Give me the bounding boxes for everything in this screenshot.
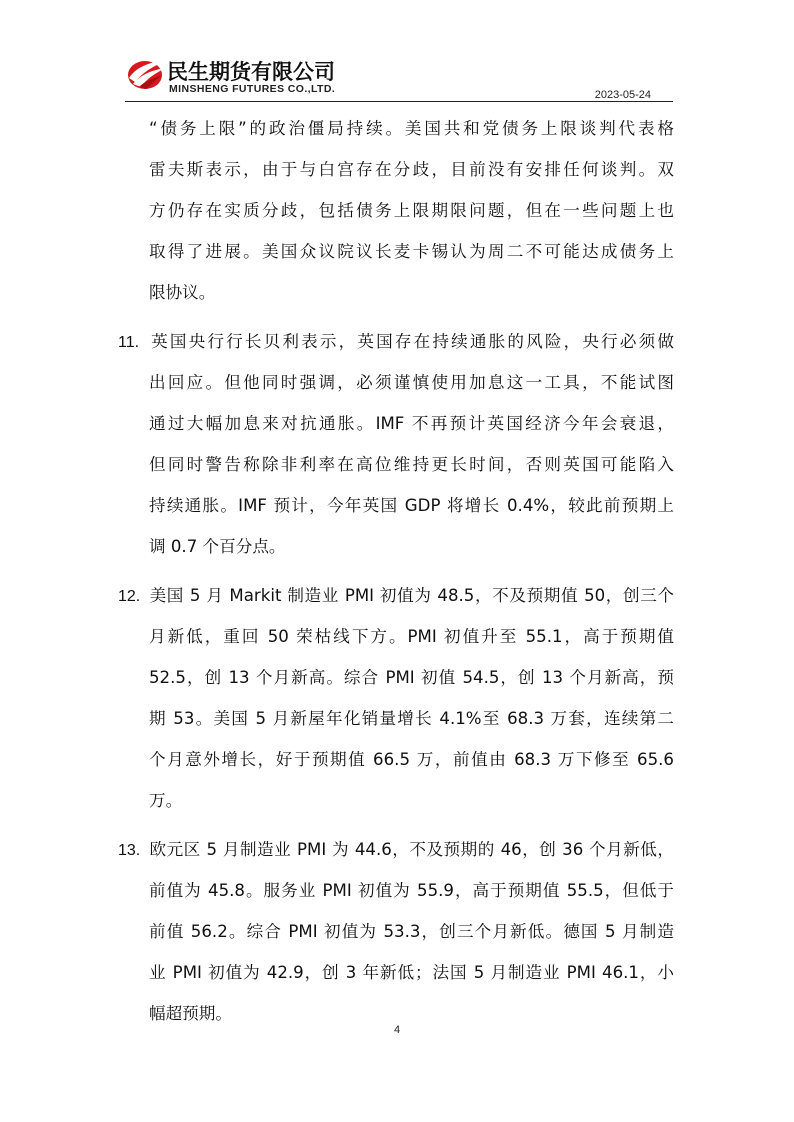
text-line: 持续通胀。IMF 预计，今年英国 GDP 将增长 0.4%，较此前预期上 <box>149 496 674 515</box>
text-line: 13. 欧元区 5 月制造业 PMI 为 44.6，不及预期的 46，创 36 个月新低， <box>118 829 674 870</box>
item-number: 11. <box>118 334 140 351</box>
text-line: 期 53。美国 5 月新屋年化销量增长 4.1%至 68.3 万套，连续第二 <box>149 709 674 728</box>
text-line: 52.5，创 13 个月新高。综合 PMI 初值 54.5，创 13 个月新高，预 <box>149 668 674 687</box>
report-date: 2023-05-24 <box>594 89 651 101</box>
page-number: 4 <box>393 1024 401 1036</box>
list-item-11 <box>118 321 674 567</box>
text-line: 月新低，重回 50 荣枯线下方。PMI 初值升至 55.1，高于预期值 <box>149 627 674 646</box>
text-line: 11. 英国央行行长贝利表示，英国存在持续通胀的风险，央行必须做 <box>118 321 674 362</box>
text-line: 个月意外增长，好于预期值 66.5 万，前值由 68.3 万下修至 65.6 <box>149 750 674 769</box>
company-name-en: MINSHENG FUTURES CO.,LTD. <box>169 83 336 95</box>
text-line: 幅超预期。 <box>149 1004 232 1023</box>
text-line: 出回应。但他同时强调，必须谨慎使用加息这一工具，不能试图 <box>149 373 674 392</box>
text-line: 调 0.7 个百分点。 <box>149 537 286 556</box>
text-line: 限协议。 <box>149 283 216 302</box>
text-line: 万。 <box>149 791 183 810</box>
list-item-13 <box>118 829 674 1034</box>
text-line: “债务上限”的政治僵局持续。美国共和党债务上限谈判代表格 <box>149 119 674 138</box>
text-line: 业 PMI 初值为 42.9，创 3 年新低；法国 5 月制造业 PMI 46.1，小 <box>149 963 674 982</box>
text-line: 前值 56.2。综合 PMI 初值为 53.3，创三个月新低。德国 5 月制造 <box>149 922 674 941</box>
text-line: 取得了进展。美国众议院议长麦卡锡认为周二不可能达成债务上 <box>149 242 674 261</box>
page-header <box>125 52 673 102</box>
text-line: 12. 美国 5 月 Markit 制造业 PMI 初值为 48.5，不及预期值 50，创三个 <box>118 575 674 616</box>
paragraph-continued <box>118 108 674 313</box>
document-body <box>118 108 674 1034</box>
text-line: 通过大幅加息来对抗通胀。IMF 不再预计英国经济今年会衰退， <box>149 414 674 433</box>
item-number: 12. <box>118 588 141 605</box>
text-line: 但同时警告称除非利率在高位维持更长时间，否则英国可能陷入 <box>149 455 674 474</box>
company-name-cn: 民生期货有限公司 <box>167 60 335 84</box>
header-divider <box>125 101 673 102</box>
list-item-12 <box>118 575 674 821</box>
item-number: 13. <box>118 842 141 859</box>
text-line: 方仍存在实质分歧，包括债务上限期限问题，但在一些问题上也 <box>149 201 674 220</box>
text-line: 雷夫斯表示，由于与白宫存在分歧，目前没有安排任何谈判。双 <box>149 160 674 179</box>
text-line: 前值为 45.8。服务业 PMI 初值为 55.9，高于预期值 55.5，但低于 <box>149 881 674 900</box>
company-logo-icon <box>125 54 169 92</box>
